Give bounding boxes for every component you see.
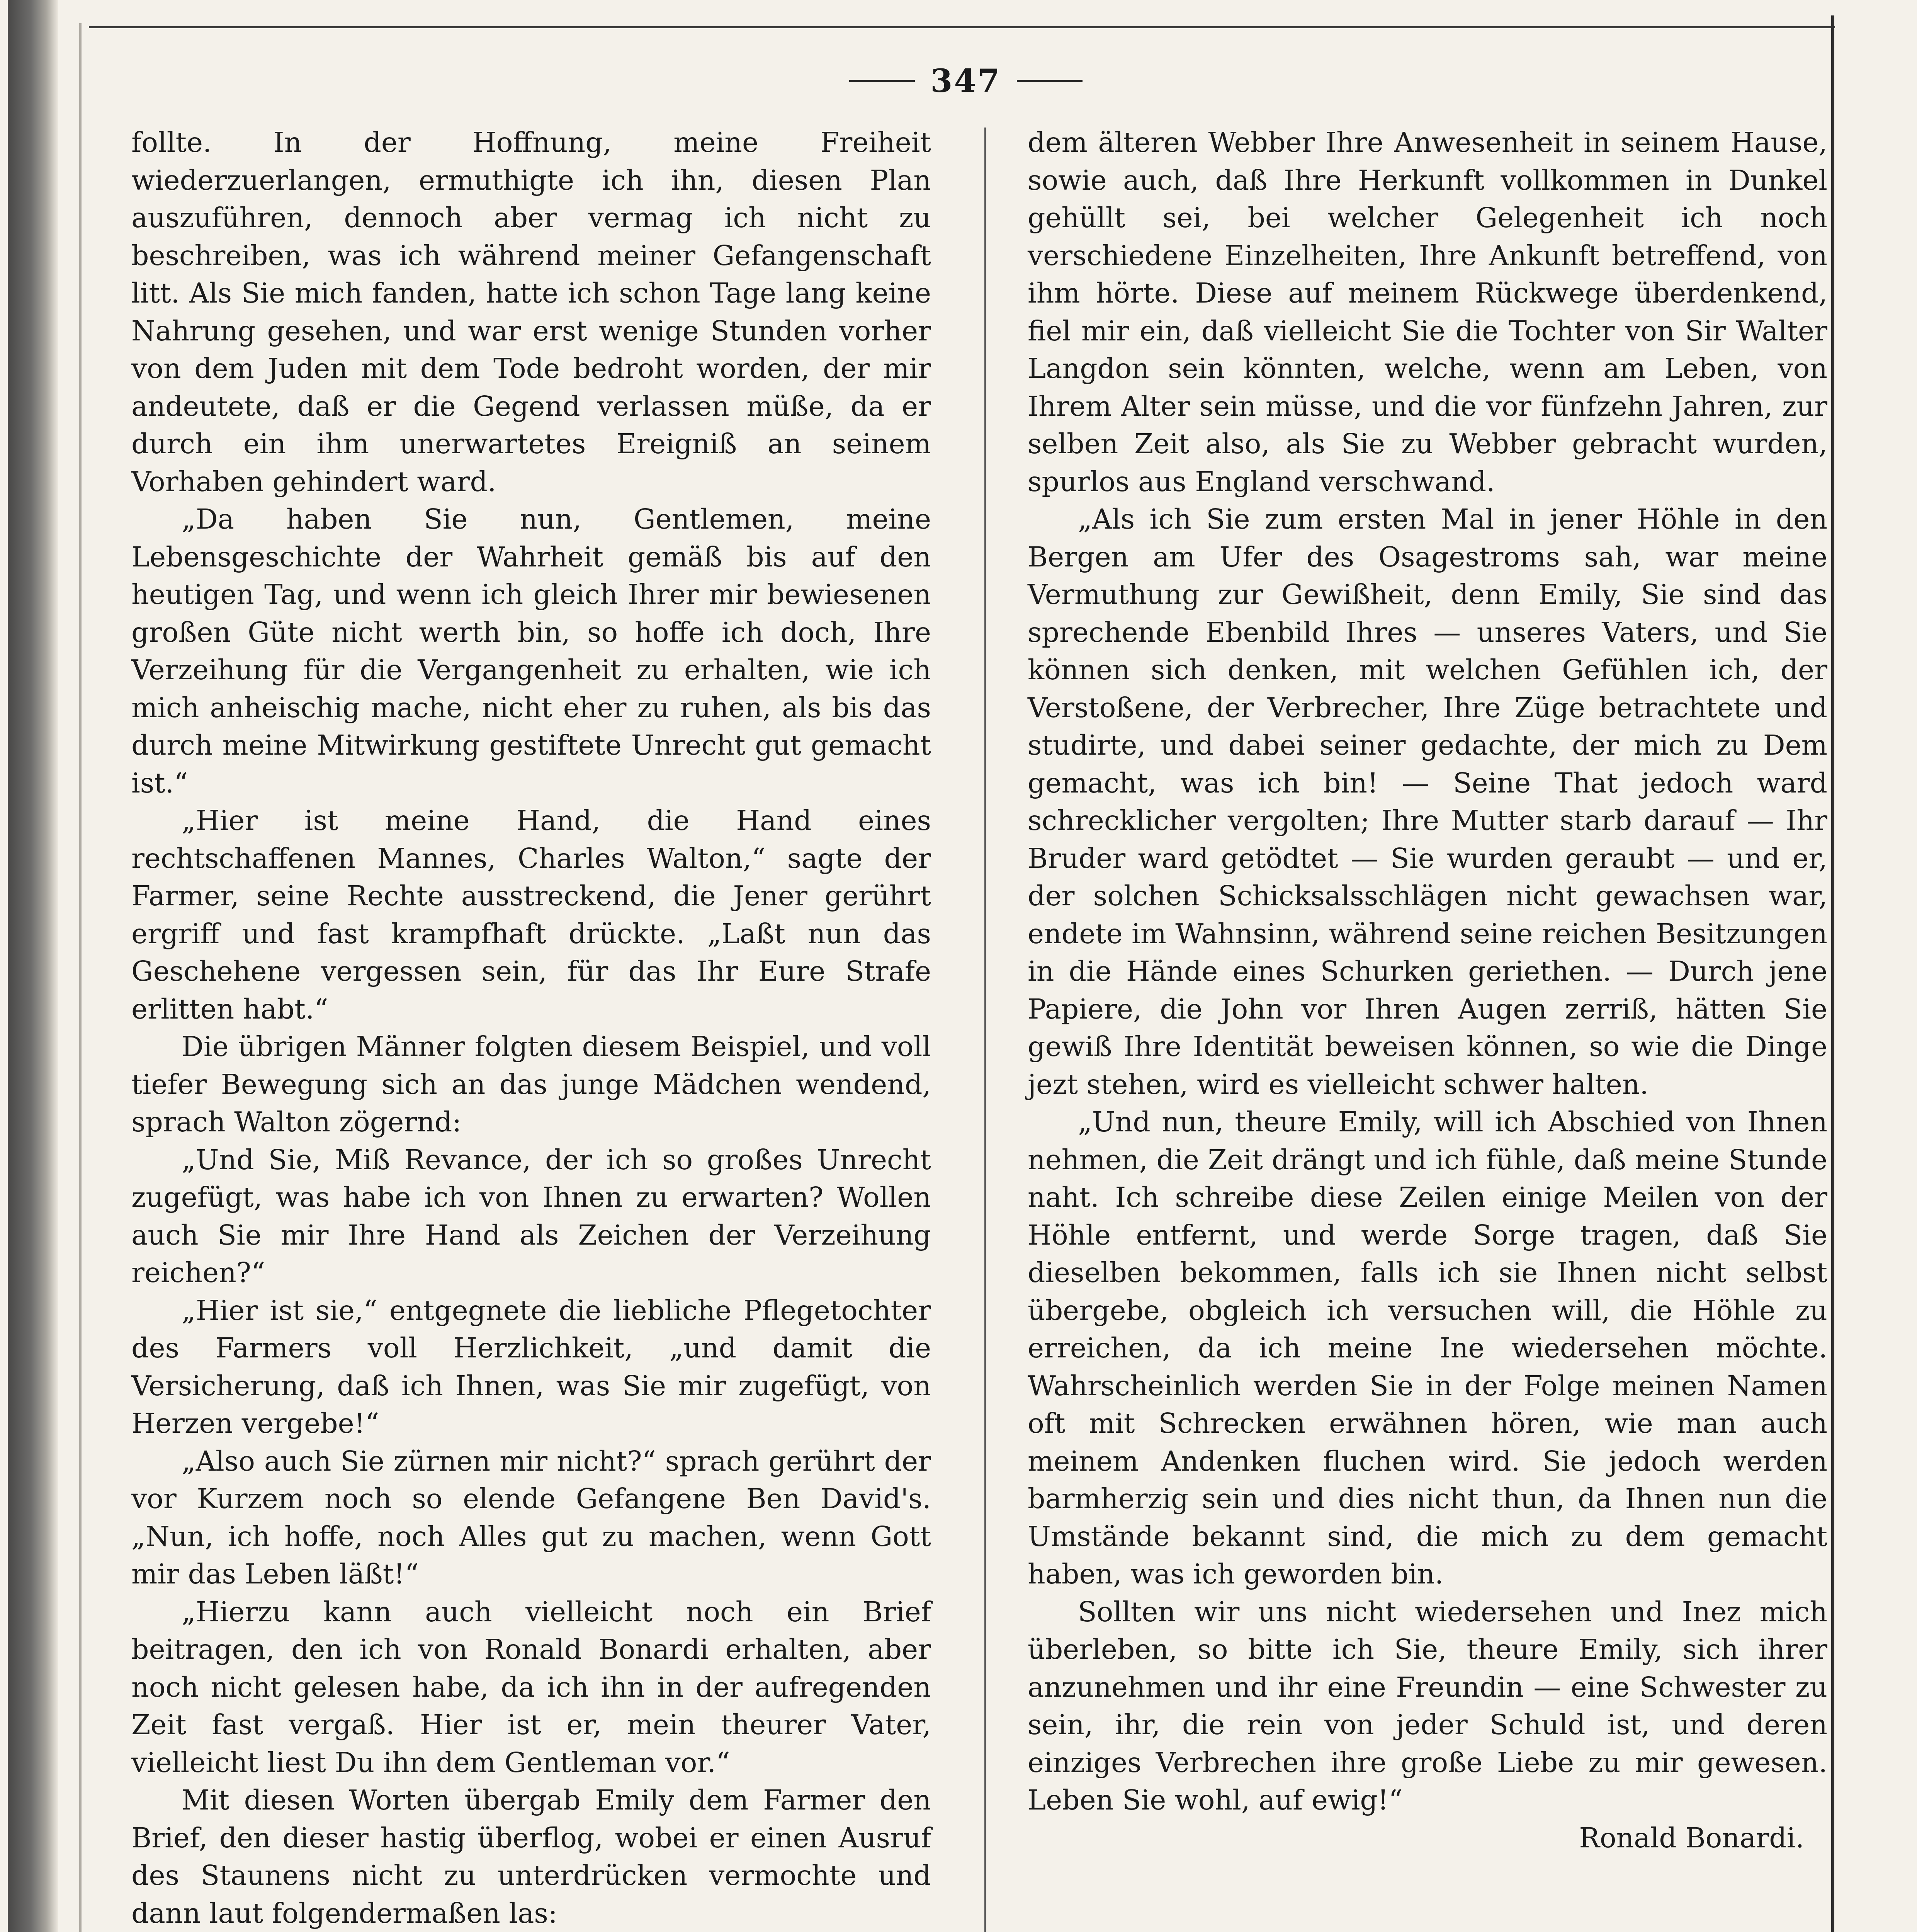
top-rule <box>89 26 1835 28</box>
paragraph: dem älteren Webber Ihre Anwesenheit in seinem Hause, sowie auch, daß Ihre Herkunft vollkommen in Dunkel gehüllt sei, bei welcher Gelegenheit ich noch verschiedene Einzelheiten, Ihre Ankunft betreffend, von ihm hörte. Diese auf meinem Rückwege überdenkend, fiel mir ein, daß vielleicht Sie die Tochter von Sir Walter Langdon sein könnten, welche, wenn am Leben, von Ihrem Alter sein müsse, und die vor fünfzehn Jahren, zur selben Zeit also, als Sie zu Webber gebracht wurden, spurlos aus England verschwand. <box>1028 126 1827 498</box>
paragraph: „Als ich Sie zum ersten Mal in jener Höhle in den Bergen am Ufer des Osagestroms sah, war meine Vermuthung zur Gewißheit, denn Emily, Sie sind das sprechende Ebenbild Ihres — unseres Vaters, und Sie können sich denken, mit welchen Gefühlen ich, der Verstoßene, der Verbrecher, Ihre Züge betrachtete und studirte, und dabei seiner gedachte, der mich zu Dem gemacht, was ich bin! — Seine That jedoch ward schrecklicher vergolten; Ihre Mutter starb darauf — Ihr Bruder ward getödtet — Sie wurden geraubt — und er, der solchen Schicksalsschlägen nicht gewachsen war, endete im Wahnsinn, während seine reichen Besitzungen in die Hände eines Schurken geriethen. — Durch jene Papiere, die John vor Ihren Augen zerriß, hätten Sie gewiß Ihre Identität beweisen können, so wie die Dinge jezt stehen, wird es vielleicht schwer halten. <box>1028 503 1827 1100</box>
paragraph: „Hier ist sie,“ entgegnete die liebliche Pflegetochter des Farmers voll Herzlichkeit, „und damit die Versicherung, daß ich Ihnen, was Sie mir zugefügt, von Herzen vergebe!“ <box>131 1294 931 1439</box>
paragraph: „Hierzu kann auch vielleicht noch ein Brief beitragen, den ich von Ronald Bonardi erhalten, aber noch nicht gelesen habe, da ich ihn in der aufregenden Zeit fast vergaß. Hier ist er, mein theurer Vater, vielleicht liest Du ihn dem Gentleman vor.“ <box>131 1595 931 1779</box>
header-dash-right <box>1017 80 1083 82</box>
right-column <box>1028 124 1827 1932</box>
binding-shadow <box>8 0 58 1932</box>
header-dash-left <box>849 80 915 82</box>
paragraph: „Hier ist meine Hand, die Hand eines rechtschaffenen Mannes, Charles Walton,“ sagte der Farmer, seine Rechte ausstreckend, die Jener gerührt ergriff und fast krampfhaft drückte. „Laßt nun das Geschehene vergessen sein, für das Ihr Eure Strafe erlitten habt.“ <box>131 804 931 1025</box>
right-border <box>1831 15 1834 1932</box>
page-header <box>773 58 1159 104</box>
gutter-line <box>79 23 82 1932</box>
section-break <box>1028 1857 1827 1932</box>
paragraph: „Und nun, theure Emily, will ich Abschied von Ihnen nehmen, die Zeit drängt und ich fühle, daß meine Stunde naht. Ich schreibe diese Zeilen einige Meilen von der Höhle entfernt, und werde Sorge tragen, daß Sie dieselben bekommen, falls ich sie Ihnen nicht selbst übergebe, obgleich ich versuchen will, die Höhle zu erreichen, da ich meine Ine wiedersehen möchte. Wahrscheinlich werden Sie in der Folge meinen Namen oft mit Schrecken erwähnen hören, wie man auch meinem Andenken fluchen wird. Sie jedoch werden barmherzig sein und dies nicht thun, da Ihnen nun die Umstände bekannt sind, die mich zu dem gemacht haben, was ich geworden bin. <box>1028 1106 1827 1590</box>
paragraph: follte. In der Hoffnung, meine Freiheit wiederzuerlangen, ermuthigte ich ihn, diesen Plan auszuführen, dennoch aber vermag ich nicht zu beschreiben, was ich während meiner Gefangenschaft litt. Als Sie mich fanden, hatte ich schon Tage lang keine Nahrung gesehen, und war erst wenige Stunden vorher von dem Juden mit dem Tode bedroht worden, der mir andeutete, daß er die Gegend verlassen müße, da er durch ein ihm unerwartetes Ereigniß an seinem Vorhaben gehindert ward. <box>131 126 931 498</box>
paragraph: Sollten wir uns nicht wiedersehen und Inez mich überleben, so bitte ich Sie, theure Emily, sich ihrer anzunehmen und ihr eine Freundin — eine Schwester zu sein, ihr, die rein von jeder Schuld ist, und deren einziges Verbrechen ihre große Liebe zu mir gewesen. Leben Sie wohl, auf ewig!“ <box>1028 1595 1827 1816</box>
paragraph: „Da haben Sie nun, Gentlemen, meine Lebensgeschichte der Wahrheit gemäß bis auf den heutigen Tag, und wenn ich gleich Ihrer mir bewiesenen großen Güte nicht werth bin, so hoffe ich doch, Ihre Verzeihung für die Vergangenheit zu erhalten, wie ich mich anheischig mache, nicht eher zu ruhen, als bis das durch meine Mitwirkung gestiftete Unrecht gut gemacht ist.“ <box>131 503 931 799</box>
paragraph: „Und Sie, Miß Revance, der ich so großes Unrecht zugefügt, was habe ich von Ihnen zu erwarten? Wollen auch Sie mir Ihre Hand als Zeichen der Verzeihung reichen?“ <box>131 1143 931 1289</box>
column-divider <box>984 128 986 1932</box>
paragraph: Die übrigen Männer folgten diesem Beispiel, und voll tiefer Bewegung sich an das junge Mädchen wendend, sprach Walton zögernd: <box>131 1031 931 1138</box>
paragraph: „Also auch Sie zürnen mir nicht?“ sprach gerührt der vor Kurzem noch so elende Gefangene Ben David's. „Nun, ich hoffe, noch Alles gut zu machen, wenn Gott mir das Leben läßt!“ <box>131 1445 931 1590</box>
left-column <box>131 124 931 1932</box>
page-number: 347 <box>930 63 1001 100</box>
paragraph: Mit diesen Worten übergab Emily dem Farmer den Brief, den dieser hastig überflog, wobei er einen Ausruf des Staunens nicht zu unterdrücken vermochte und dann laut folgendermaßen las: <box>131 1784 931 1929</box>
letter-signature: Ronald Bonardi. <box>1579 1821 1804 1854</box>
